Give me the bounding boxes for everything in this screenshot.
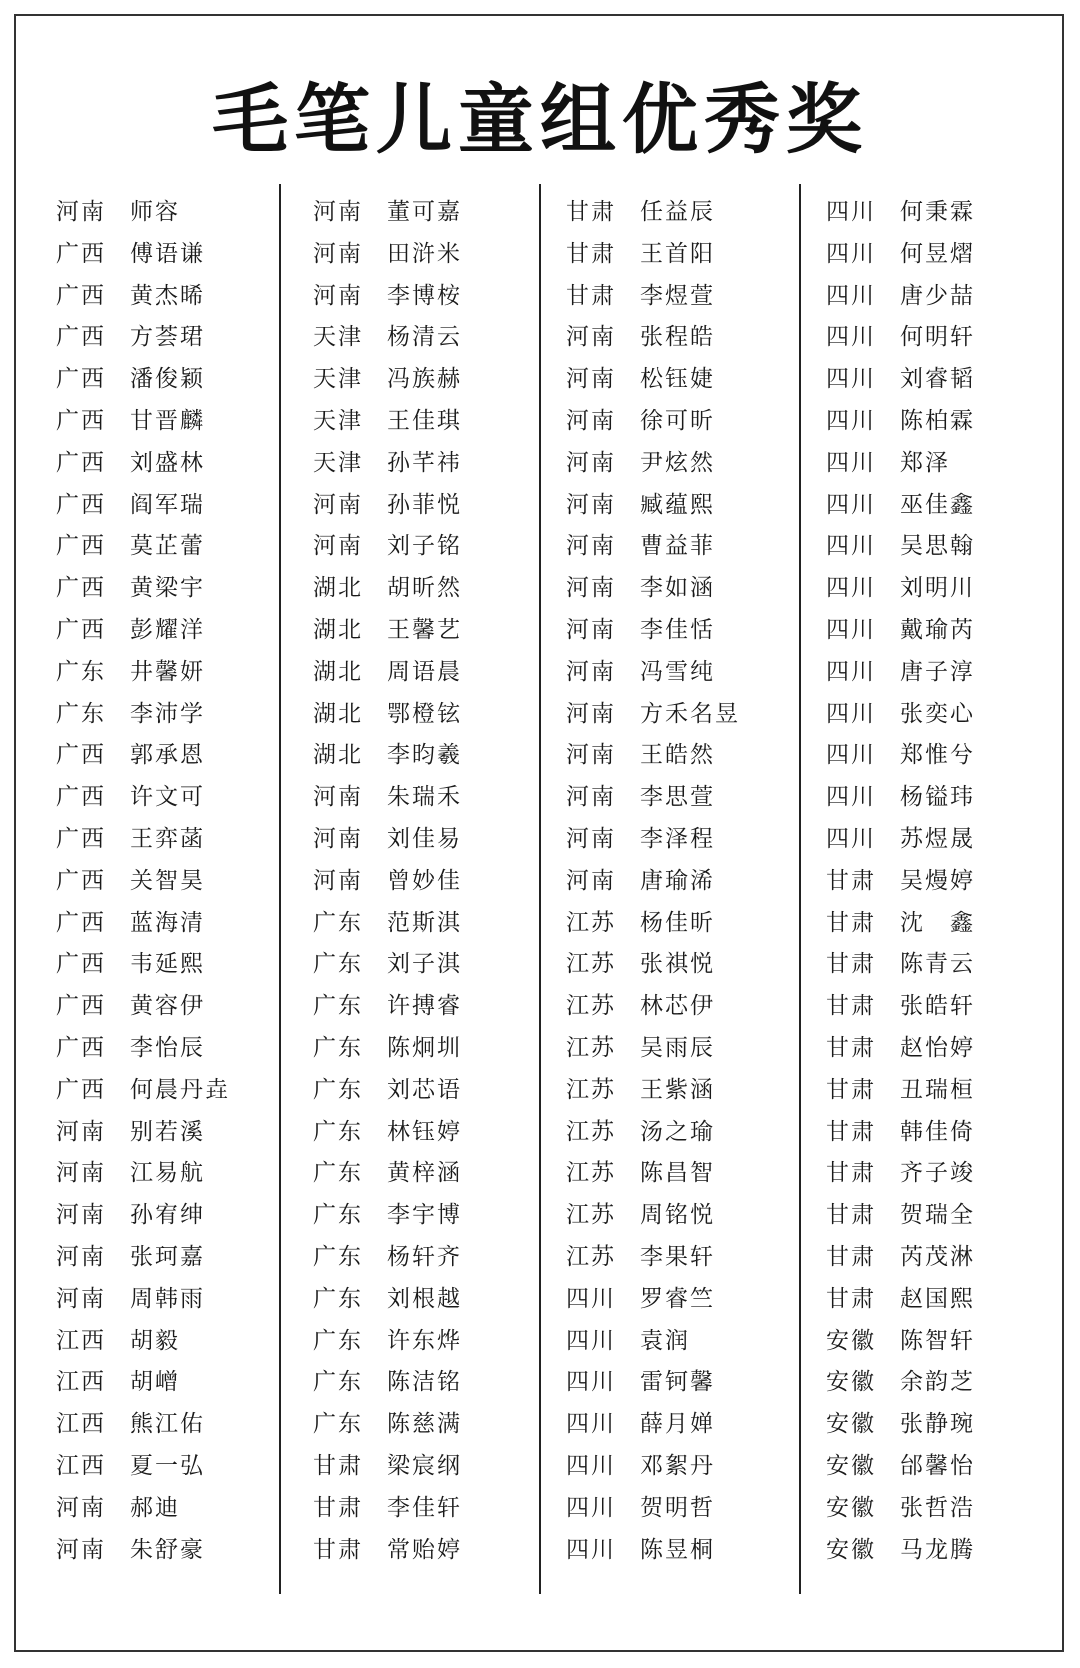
column-divider-2 [539, 184, 541, 1594]
winner-name: 范斯淇 [387, 909, 462, 936]
province-label: 河南 [313, 199, 363, 225]
province-label: 广西 [56, 575, 106, 602]
winner-name: 甘晋麟 [130, 408, 205, 434]
province-label: 安徽 [826, 1369, 876, 1396]
winner-name: 别若溪 [130, 1118, 205, 1145]
winner-name: 黄杰晞 [130, 282, 205, 309]
winner-name: 田浒米 [387, 240, 462, 267]
province-label: 甘肃 [566, 199, 616, 225]
winner-name: 朱瑞禾 [387, 784, 462, 811]
province-label: 河南 [566, 742, 616, 769]
province-label: 甘肃 [826, 867, 876, 894]
province-label: 四川 [826, 408, 876, 434]
winner-name: 张奕心 [900, 700, 975, 727]
winner-name: 任益辰 [640, 199, 715, 225]
province-label: 安徽 [826, 1411, 876, 1438]
winner-name: 何昱熠 [900, 240, 975, 267]
province-label: 江西 [56, 1369, 106, 1396]
winner-name: 松钰婕 [640, 366, 715, 393]
province-label: 广西 [56, 324, 106, 351]
province-label: 甘肃 [826, 1118, 876, 1145]
province-label: 广西 [56, 826, 106, 852]
winner-name: 许东烨 [387, 1327, 462, 1354]
winner-name: 李思萱 [640, 784, 715, 811]
province-label: 广东 [56, 658, 106, 685]
province-label: 湖北 [313, 658, 363, 685]
winner-name: 吴思翰 [900, 533, 975, 560]
winner-name: 贺瑞全 [900, 1202, 975, 1229]
province-label: 广西 [56, 491, 106, 518]
province-label: 河南 [313, 784, 363, 811]
winner-name: 胡嶒 [130, 1369, 180, 1396]
winner-name: 方荟珺 [130, 324, 205, 351]
province-label: 四川 [566, 1285, 616, 1312]
winner-name: 刘佳易 [387, 826, 462, 852]
province-label: 河南 [313, 491, 363, 518]
winner-name: 常贻婷 [387, 1536, 462, 1563]
winner-name: 冯族赫 [387, 366, 462, 393]
province-label: 甘肃 [826, 993, 876, 1020]
winner-name: 郭承恩 [130, 742, 205, 769]
province-label: 河南 [56, 1244, 106, 1270]
winner-name: 熊江佑 [130, 1411, 205, 1438]
province-label: 四川 [826, 658, 876, 685]
province-label: 四川 [826, 199, 876, 225]
winner-name: 王首阳 [640, 240, 715, 267]
winner-name: 郑惟兮 [900, 742, 975, 769]
winner-name: 杨镒玮 [900, 784, 975, 811]
province-label: 甘肃 [826, 1035, 876, 1061]
province-label: 江苏 [566, 1244, 616, 1270]
province-label: 河南 [566, 700, 616, 727]
province-label: 广西 [56, 449, 106, 476]
winner-name: 唐子淳 [900, 658, 975, 685]
column-divider-1 [279, 184, 281, 1594]
winner-name: 苏煜晟 [900, 826, 975, 852]
column-divider-3 [799, 184, 801, 1594]
winner-name: 王佳琪 [387, 408, 462, 434]
winner-name: 陈柏霖 [900, 408, 975, 434]
province-label: 广东 [313, 1411, 363, 1438]
winner-name: 韦延熙 [130, 951, 205, 978]
province-label: 甘肃 [566, 240, 616, 267]
province-label: 四川 [826, 282, 876, 309]
winner-name: 李沛学 [130, 700, 205, 727]
winner-name: 刘子淇 [387, 951, 462, 978]
winner-name: 王皓然 [640, 742, 715, 769]
province-label: 广西 [56, 617, 106, 643]
winner-name: 李果轩 [640, 1244, 715, 1270]
province-label: 河南 [56, 1536, 106, 1563]
winner-name: 臧蕴熙 [640, 491, 715, 518]
winner-name: 李泽程 [640, 826, 715, 852]
province-label: 甘肃 [566, 282, 616, 309]
province-label: 四川 [826, 491, 876, 518]
province-label: 广东 [313, 1369, 363, 1396]
province-label: 四川 [566, 1369, 616, 1396]
winner-name: 陈昌智 [640, 1160, 715, 1187]
province-label: 四川 [566, 1453, 616, 1479]
province-label: 广西 [56, 1035, 106, 1061]
province-label: 广东 [313, 1285, 363, 1312]
winner-name: 王紫涵 [640, 1076, 715, 1103]
province-label: 甘肃 [826, 1202, 876, 1229]
winner-name: 王弈菡 [130, 826, 205, 852]
winner-name: 胡毅 [130, 1327, 180, 1354]
province-label: 广东 [313, 1076, 363, 1103]
winner-name: 李昀羲 [387, 742, 462, 769]
province-label: 甘肃 [313, 1536, 363, 1563]
winner-name: 师容 [130, 199, 180, 225]
winner-name: 陈智轩 [900, 1327, 975, 1354]
province-label: 江苏 [566, 909, 616, 936]
winner-name: 丑瑞桓 [900, 1076, 975, 1103]
province-label: 安徽 [826, 1327, 876, 1354]
province-label: 广东 [313, 993, 363, 1020]
province-label: 广东 [313, 1327, 363, 1354]
province-label: 四川 [826, 575, 876, 602]
winner-name: 黄容伊 [130, 993, 205, 1020]
province-label: 河南 [313, 533, 363, 560]
province-label: 广西 [56, 742, 106, 769]
province-label: 四川 [826, 533, 876, 560]
province-label: 广西 [56, 366, 106, 393]
winner-name: 吴雨辰 [640, 1035, 715, 1061]
winner-name: 蓝海清 [130, 909, 205, 936]
winner-name: 方禾名昱 [640, 700, 740, 727]
winner-name: 周语晨 [387, 658, 462, 685]
province-label: 甘肃 [826, 1285, 876, 1312]
province-label: 广东 [313, 1035, 363, 1061]
province-label: 四川 [826, 240, 876, 267]
winner-name: 陈昱桐 [640, 1536, 715, 1563]
province-label: 江苏 [566, 1076, 616, 1103]
winner-name: 李煜萱 [640, 282, 715, 309]
province-label: 江苏 [566, 993, 616, 1020]
province-label: 广东 [313, 951, 363, 978]
winner-name: 黄梓涵 [387, 1160, 462, 1187]
province-label: 河南 [566, 575, 616, 602]
province-label: 四川 [566, 1327, 616, 1354]
winner-name: 彭耀洋 [130, 617, 205, 643]
winner-name: 王馨艺 [387, 617, 462, 643]
winner-name: 曹益菲 [640, 533, 715, 560]
province-label: 河南 [566, 784, 616, 811]
winner-name: 胡昕然 [387, 575, 462, 602]
winner-name: 张哲浩 [900, 1494, 975, 1521]
winner-name: 薛月婵 [640, 1411, 715, 1438]
province-label: 河南 [56, 1160, 106, 1187]
province-label: 广西 [56, 533, 106, 560]
province-label: 河南 [566, 826, 616, 852]
winner-name: 张皓轩 [900, 993, 975, 1020]
province-label: 四川 [566, 1494, 616, 1521]
province-label: 四川 [826, 700, 876, 727]
winner-name: 张祺悦 [640, 951, 715, 978]
province-label: 江西 [56, 1453, 106, 1479]
province-label: 湖北 [313, 617, 363, 643]
winner-name: 董可嘉 [387, 199, 462, 225]
province-label: 河南 [313, 240, 363, 267]
province-label: 广东 [313, 909, 363, 936]
winner-name: 陈炯圳 [387, 1035, 462, 1061]
province-label: 天津 [313, 366, 363, 393]
winner-name: 巫佳鑫 [900, 491, 975, 518]
province-label: 四川 [826, 742, 876, 769]
winner-name: 陈慈满 [387, 1411, 462, 1438]
winner-name: 李佳轩 [387, 1494, 462, 1521]
winner-name: 周铭悦 [640, 1202, 715, 1229]
province-label: 安徽 [826, 1453, 876, 1479]
province-label: 广西 [56, 408, 106, 434]
winner-name: 尹炫然 [640, 449, 715, 476]
winner-name: 戴瑜芮 [900, 617, 975, 643]
province-label: 广东 [313, 1202, 363, 1229]
winner-name: 何秉霖 [900, 199, 975, 225]
winner-name: 傅语谦 [130, 240, 205, 267]
province-label: 河南 [566, 658, 616, 685]
province-label: 甘肃 [826, 1244, 876, 1270]
province-label: 河南 [566, 408, 616, 434]
winner-name: 朱舒豪 [130, 1536, 205, 1563]
province-label: 广西 [56, 993, 106, 1020]
province-label: 四川 [826, 784, 876, 811]
province-label: 安徽 [826, 1494, 876, 1521]
winner-name: 邰馨怡 [900, 1453, 975, 1479]
winner-name: 刘芯语 [387, 1076, 462, 1103]
province-label: 甘肃 [313, 1453, 363, 1479]
winner-name: 余韵芝 [900, 1369, 975, 1396]
winner-name: 郝迪 [130, 1494, 180, 1521]
winner-name: 林芯伊 [640, 993, 715, 1020]
winner-name: 孙宥绅 [130, 1202, 205, 1229]
province-label: 江苏 [566, 1160, 616, 1187]
winner-name: 张程皓 [640, 324, 715, 351]
province-label: 四川 [826, 617, 876, 643]
winner-name: 张珂嘉 [130, 1244, 205, 1270]
province-label: 广西 [56, 240, 106, 267]
winner-name: 孙芊祎 [387, 449, 462, 476]
province-label: 广东 [313, 1160, 363, 1187]
province-label: 甘肃 [826, 951, 876, 978]
province-label: 四川 [826, 826, 876, 852]
winner-name: 赵国熙 [900, 1285, 975, 1312]
province-label: 江苏 [566, 1118, 616, 1145]
winner-name: 刘明川 [900, 575, 975, 602]
winner-name: 罗睿竺 [640, 1285, 715, 1312]
province-label: 四川 [826, 366, 876, 393]
province-label: 四川 [826, 324, 876, 351]
winner-name: 马龙腾 [900, 1536, 975, 1563]
province-label: 河南 [566, 366, 616, 393]
winner-name: 吴熳婷 [900, 867, 975, 894]
winner-name: 鄂橙铉 [387, 700, 462, 727]
province-label: 四川 [566, 1536, 616, 1563]
winner-name: 李宇博 [387, 1202, 462, 1229]
province-label: 河南 [56, 1118, 106, 1145]
province-label: 天津 [313, 408, 363, 434]
winner-name: 刘睿韬 [900, 366, 975, 393]
winner-name: 夏一弘 [130, 1453, 205, 1479]
winner-name: 齐子竣 [900, 1160, 975, 1187]
province-label: 河南 [566, 867, 616, 894]
winner-name: 李怡辰 [130, 1035, 205, 1061]
province-label: 甘肃 [313, 1494, 363, 1521]
province-label: 广西 [56, 951, 106, 978]
winner-name: 刘盛林 [130, 449, 205, 476]
winner-name: 贺明哲 [640, 1494, 715, 1521]
winner-name: 张静琬 [900, 1411, 975, 1438]
winner-name: 井馨妍 [130, 658, 205, 685]
winner-name: 杨清云 [387, 324, 462, 351]
province-label: 天津 [313, 324, 363, 351]
winner-name: 何明轩 [900, 324, 975, 351]
winner-name: 杨佳昕 [640, 909, 715, 936]
winner-name: 陈洁铭 [387, 1369, 462, 1396]
winner-name: 江易航 [130, 1160, 205, 1187]
winner-name: 黄梁宇 [130, 575, 205, 602]
winner-name: 许文可 [130, 784, 205, 811]
province-label: 河南 [313, 867, 363, 894]
province-label: 湖北 [313, 575, 363, 602]
province-label: 河南 [566, 449, 616, 476]
province-label: 广西 [56, 867, 106, 894]
province-label: 广东 [56, 700, 106, 727]
winner-name: 韩佳倚 [900, 1118, 975, 1145]
province-label: 甘肃 [826, 1076, 876, 1103]
winner-name: 李如涵 [640, 575, 715, 602]
province-label: 江西 [56, 1327, 106, 1354]
province-label: 湖北 [313, 700, 363, 727]
winner-name: 刘子铭 [387, 533, 462, 560]
winner-name: 许搏睿 [387, 993, 462, 1020]
winner-name: 赵怡婷 [900, 1035, 975, 1061]
province-label: 江苏 [566, 951, 616, 978]
winner-name: 莫芷蕾 [130, 533, 205, 560]
province-label: 河南 [566, 491, 616, 518]
province-label: 河南 [566, 533, 616, 560]
province-label: 四川 [566, 1411, 616, 1438]
province-label: 甘肃 [826, 1160, 876, 1187]
winner-name: 何晨丹垚 [130, 1076, 230, 1103]
winner-name: 潘俊颖 [130, 366, 205, 393]
province-label: 湖北 [313, 742, 363, 769]
winner-name: 邓絮丹 [640, 1453, 715, 1479]
winner-name: 周韩雨 [130, 1285, 205, 1312]
winner-name: 沈 鑫 [900, 909, 975, 936]
province-label: 安徽 [826, 1536, 876, 1563]
winner-name: 雷钶馨 [640, 1369, 715, 1396]
province-label: 江苏 [566, 1202, 616, 1229]
province-label: 河南 [56, 1285, 106, 1312]
winner-name: 冯雪纯 [640, 658, 715, 685]
winner-name: 阎军瑞 [130, 491, 205, 518]
winner-name: 汤之瑜 [640, 1118, 715, 1145]
winner-name: 李博桉 [387, 282, 462, 309]
province-label: 广西 [56, 1076, 106, 1103]
winner-name: 李佳恬 [640, 617, 715, 643]
province-label: 江西 [56, 1411, 106, 1438]
winner-name: 孙菲悦 [387, 491, 462, 518]
province-label: 甘肃 [826, 909, 876, 936]
winner-name: 杨轩齐 [387, 1244, 462, 1270]
winner-name: 郑泽 [900, 449, 950, 476]
winner-name: 曾妙佳 [387, 867, 462, 894]
province-label: 河南 [56, 199, 106, 225]
province-label: 河南 [56, 1202, 106, 1229]
province-label: 河南 [313, 826, 363, 852]
winner-name: 徐可昕 [640, 408, 715, 434]
winner-name: 梁宸纲 [387, 1453, 462, 1479]
province-label: 河南 [566, 324, 616, 351]
winner-name: 林钰婷 [387, 1118, 462, 1145]
province-label: 河南 [313, 282, 363, 309]
province-label: 四川 [826, 449, 876, 476]
winner-name: 芮茂淋 [900, 1244, 975, 1270]
province-label: 广西 [56, 282, 106, 309]
province-label: 广东 [313, 1118, 363, 1145]
province-label: 天津 [313, 449, 363, 476]
province-label: 江苏 [566, 1035, 616, 1061]
winner-name: 关智昊 [130, 867, 205, 894]
province-label: 河南 [566, 617, 616, 643]
winner-name: 唐少喆 [900, 282, 975, 309]
winner-name: 袁润 [640, 1327, 690, 1354]
winner-name: 唐瑜浠 [640, 867, 715, 894]
province-label: 广西 [56, 909, 106, 936]
winner-name: 刘根越 [387, 1285, 462, 1312]
winner-name: 陈青云 [900, 951, 975, 978]
province-label: 河南 [56, 1494, 106, 1521]
province-label: 广东 [313, 1244, 363, 1270]
province-label: 广西 [56, 784, 106, 811]
page-title: 毛笔儿童组优秀奖 [212, 75, 868, 164]
